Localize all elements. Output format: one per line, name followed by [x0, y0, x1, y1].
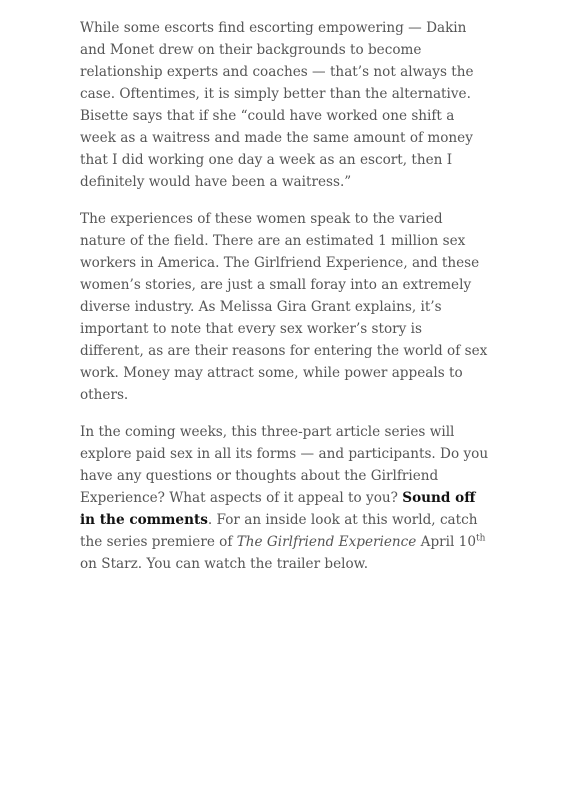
paragraph-coming-weeks-cont: . For an inside look at this world, catch the series premiere of [80, 512, 478, 550]
comments-link-label: Sound off in the comments [80, 490, 476, 528]
paragraph-coming-weeks-text: In the coming weeks, this three-part article series will explore paid sex in all its forms — and participants. Do you have any questions or thoughts about the Girlfriend Experience? What aspects of it appeal to you? [80, 424, 489, 506]
premiere-date: April 10 [416, 534, 476, 550]
paragraph-coming-weeks [80, 421, 490, 575]
date-ordinal: th [475, 533, 486, 544]
article-body [80, 17, 490, 590]
show-title: The Girlfriend Experience [236, 534, 417, 550]
paragraph-escorting-empowering: While some escorts find escorting empowering — Dakin and Monet drew on their backgrounds to become relationship experts and coaches — that’s not always the case. Oftentimes, it is simply better than the alternative. Bisette says that if she “could have worked one shift a week as a waitress and made the same amount of money that I did working one day a week as an escort, then I definitely would have been a waitress.” [80, 20, 474, 190]
paragraph-coming-weeks-end: on Starz. You can watch the trailer below. [80, 556, 369, 572]
paragraph-experiences: The experiences of these women speak to the varied nature of the field. There are an estimated 1 million sex workers in America. The Girlfriend Experience, and these women’s stories, are just a small foray into an extremely diverse industry. As Melissa Gira Grant explains, it’s important to note that every sex worker’s story is different, as are their reasons for entering the world of sex work. Money may attract some, while power appeals to others. [80, 211, 488, 403]
